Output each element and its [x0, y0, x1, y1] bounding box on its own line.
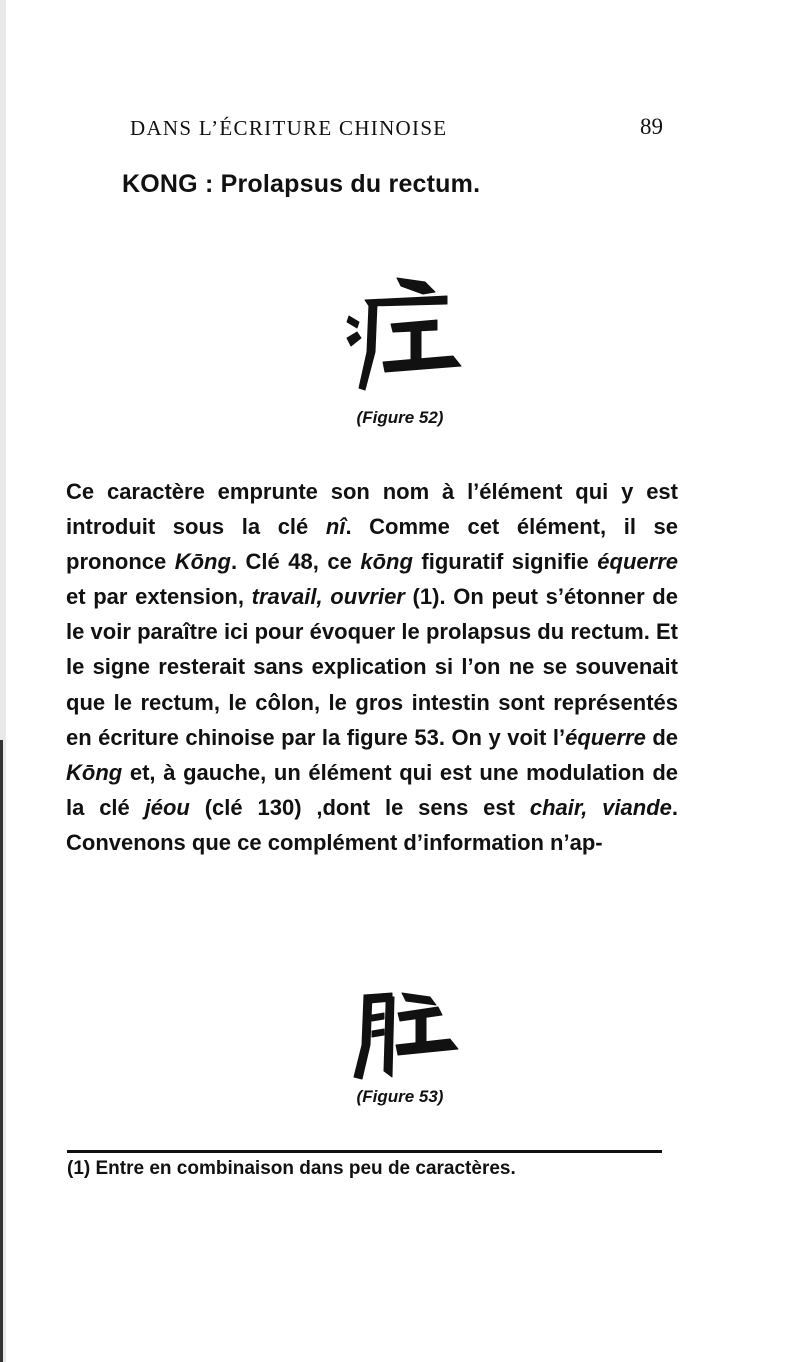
figure-53-caption: (Figure 53): [356, 1087, 444, 1106]
body-text-run: . Clé 48, ce: [230, 549, 361, 575]
running-head: DANS L’ÉCRITURE CHINOISE: [130, 116, 448, 140]
body-paragraph: [66, 474, 678, 860]
character-kong-rectum-glyph: [0, 272, 800, 402]
character-intestine-glyph: [0, 985, 800, 1081]
term-kong: Kōng: [174, 549, 231, 575]
body-text-run: . Comme cet élément, il se prononce: [66, 514, 679, 575]
body-text-run: . Convenons que ce complément d’information n’ap-: [66, 794, 678, 855]
term-equerre-2: équerre: [565, 724, 646, 750]
body-text-run: (clé 130) ,dont le sens est: [189, 794, 530, 820]
footnote: (1) Entre en combinaison dans peu de caractères.: [67, 1158, 516, 1179]
page-header: [0, 116, 800, 146]
body-text-run: et, à gauche, un élément qui est une modulation de la clé: [66, 759, 678, 820]
term-ni: nî: [325, 514, 346, 540]
footnote-rule: [67, 1150, 662, 1153]
term-jeou: jéou: [144, 794, 190, 820]
term-travail-ouvrier: travail, ouvrier: [251, 584, 405, 610]
body-text-run: de: [645, 724, 678, 750]
term-kong-lower: kōng: [360, 549, 413, 575]
page-number: 89: [640, 114, 663, 139]
entry-title: KONG : Prolapsus du rectum.: [122, 170, 481, 198]
body-text-run: figuratif signifie: [412, 549, 598, 575]
body-text-run: Ce caractère emprunte son nom à l’élément qui y est introduit sous la clé: [66, 479, 678, 540]
term-equerre: équerre: [597, 549, 678, 575]
figure-52-caption: (Figure 52): [356, 408, 444, 427]
term-chair-viande: chair, viande: [529, 794, 672, 820]
body-text-run: et par extension,: [66, 584, 252, 610]
figure-53: [0, 985, 800, 1107]
body-text-run: (1). On peut s’étonner de le voir paraître ici pour évoquer le prolapsus du rectum. Et le signe resterait sans explication si l’on ne se souvenait que le rectum, le côlon, le gros intestin sont représentés en écriture chinoise par la figure 53. On y voit l’: [66, 584, 678, 750]
figure-52: [0, 272, 800, 428]
term-kong-2: Kōng: [66, 759, 123, 785]
